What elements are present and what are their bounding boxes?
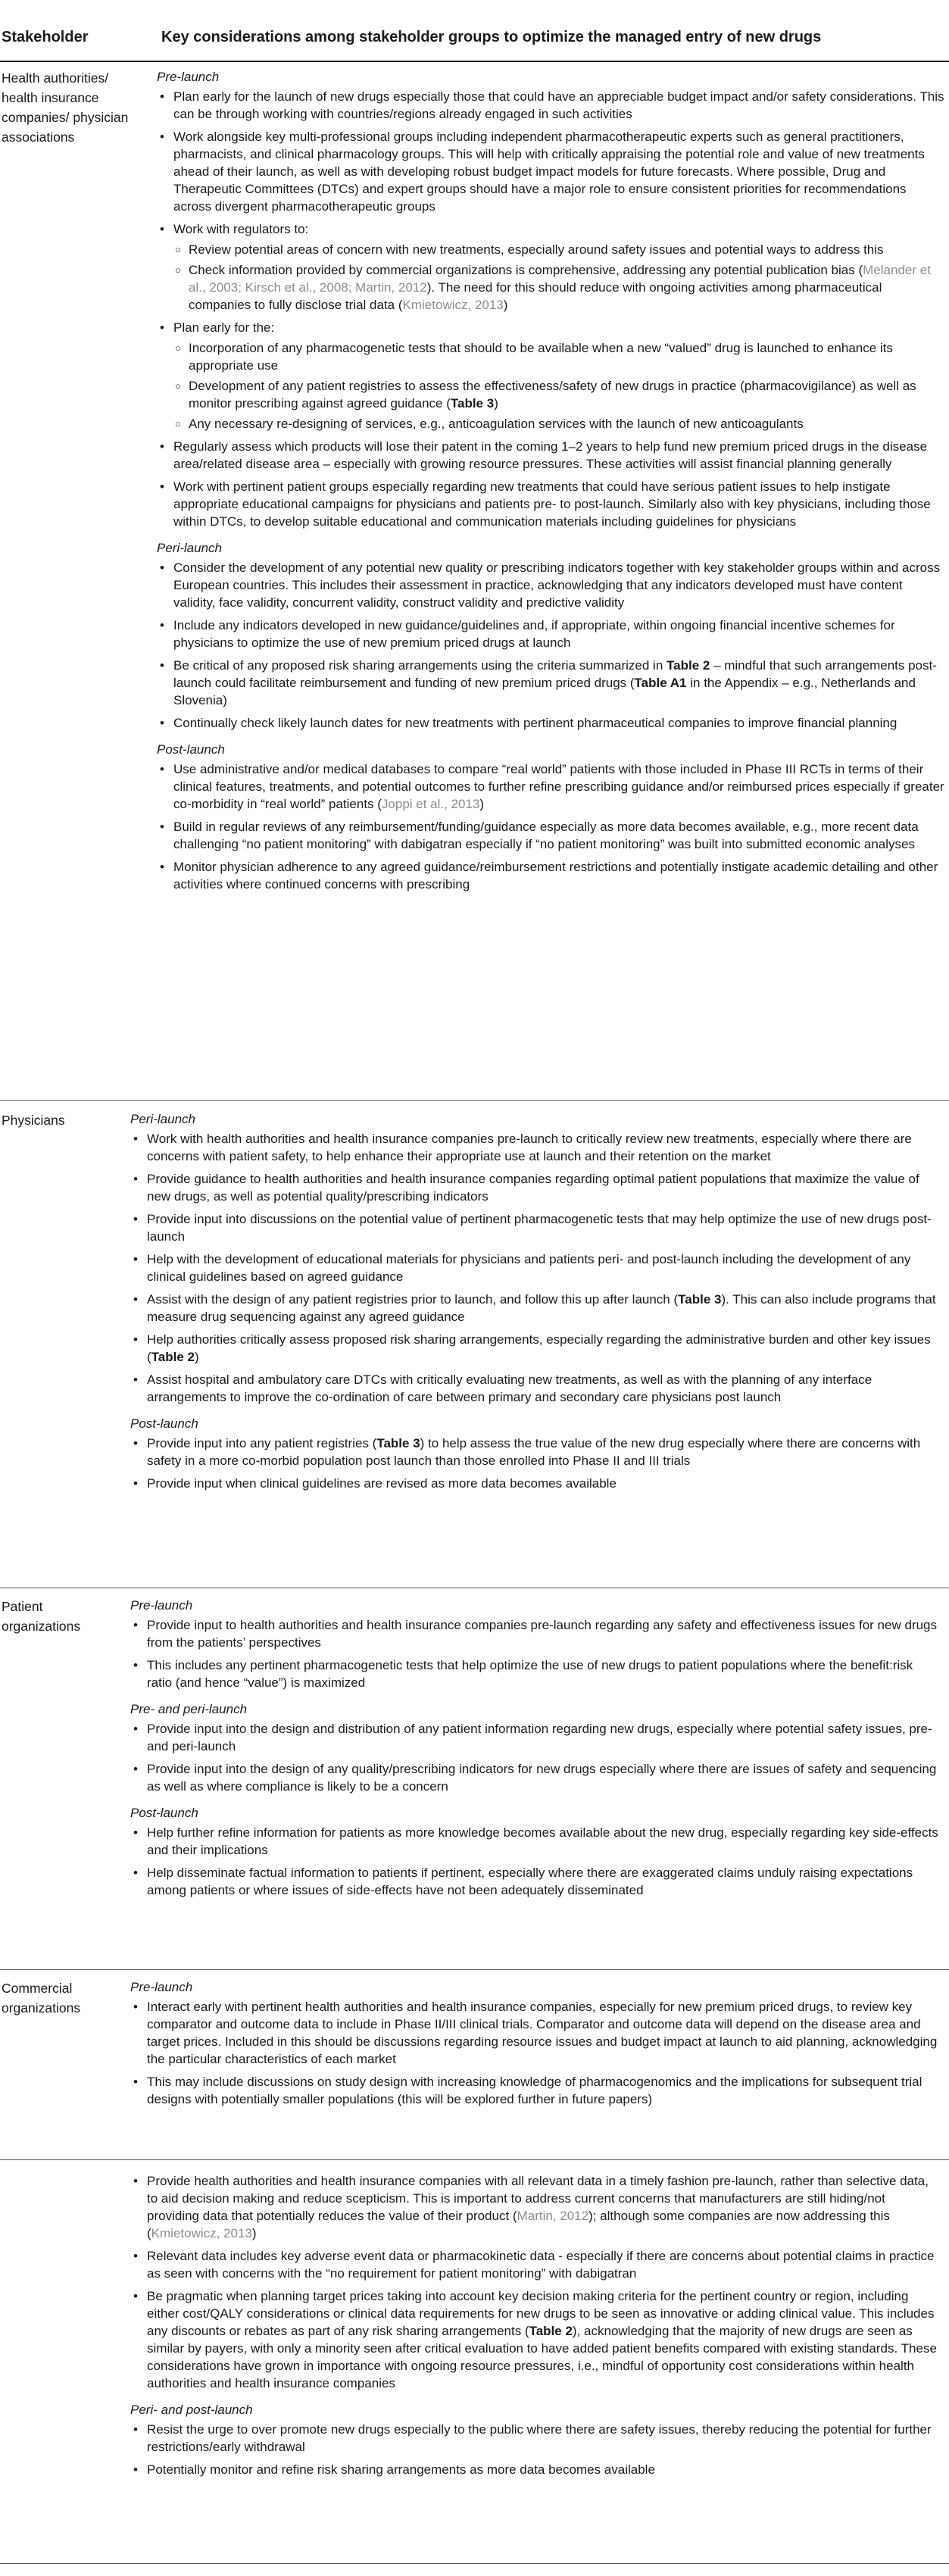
table-reference: Table 3 [678, 1292, 722, 1307]
list-item: • Be critical of any proposed risk sharing arrangements using the criteria summarized in Table 2 – mindful that such arrangements post-launch could facilitate reimbursement and funding of new premium priced drugs (Table A1 in the Appendix – e.g., Netherlands and Slovenia) [157, 657, 944, 709]
phase-heading: Pre-launch [130, 1980, 193, 1994]
table-reference: Table 2 [151, 1350, 195, 1364]
list-item: • Assist hospital and ambulatory care DTCs with critically evaluating new treatments, as well as with the planning of any interface arrangements to improve the co-ordination of care between primary and secondary care physicians post launch [130, 1371, 941, 1406]
phase-heading: Peri-launch [157, 541, 222, 555]
phase-heading: Peri- and post-launch [130, 2403, 253, 2417]
list-item: • Include any indicators developed in new guidance/guidelines and, if appropriate, within ongoing financial incentive schemes for physicians to optimize the use of new premium priced drugs at launch [157, 617, 944, 651]
table-reference: Table 3 [450, 396, 495, 411]
considerations-cell [130, 1597, 941, 1908]
list-item: • Provide input when clinical guidelines are revised as more data becomes available [130, 1475, 941, 1492]
table-reference: Table 2 [529, 2324, 573, 2338]
citation: Kmietowicz, 2013 [151, 2226, 252, 2240]
stakeholder-name: Commercial organizations [2, 1981, 81, 2016]
phase-heading: Post-launch [130, 1416, 198, 1431]
phase-heading: Pre-launch [130, 1598, 193, 1613]
phase-block [157, 539, 944, 732]
list-item: • Help authorities critically assess proposed risk sharing arrangements, especially regarding the administrative burden and other key issues (Table 2) [130, 1331, 941, 1366]
sub-list-item: ○ Check information provided by commercial organizations is comprehensive, addressing any potential publication bias (Melander et al., 2003; Kirsch et al., 2008; Martin, 2012). The need for this should reduce with ongoing activities among pharmaceutical companies to fully disclose trial data (Kmietowicz, 2013) [173, 261, 944, 314]
phase-block [130, 2172, 941, 2392]
list-item: • Plan early for the: ○ Incorporation of any pharmacogenetic tests that should to be available when a new “valued” drug is launched to enhance its appropriate use ○ Development of any patient registries to assess the effectiveness/safety of new drugs in practice (pharmacovigilance) as well as monitor prescribing against agreed guidance (Table 3) ○ Any necessary re-designing of services, e.g., anticoagulation services with the launch of new anticoagulants [157, 319, 944, 432]
phase-block [130, 1978, 941, 2108]
phase-block [157, 68, 944, 530]
list-item: • Work alongside key multi-professional groups including independent pharmacotherapeutic experts such as general practitioners, pharmacists, and clinical pharmacology groups. This will help with critically appraising the potential role and value of new treatments ahead of their launch, as well as with developing robust budget impact models for future forecasts. Where possible, Drug and Therapeutic Committees (DTCs) and expert groups should have a major role to ensure consistent priorities for recommendations across divergent pharmacotherapeutic groups [157, 128, 944, 215]
considerations-cell [130, 2172, 941, 2487]
phase-block [157, 741, 944, 893]
row-divider [0, 1969, 949, 1970]
list-item: • This includes any pertinent pharmacogenetic tests that help optimize the use of new drugs to patient populations where the benefit:risk ratio (and hence “value”) is maximized [130, 1656, 941, 1691]
stakeholder-name: Patient organizations [2, 1599, 81, 1634]
row-divider [0, 2159, 949, 2160]
list-item: • Provide guidance to health authorities and health insurance companies regarding optimal patient populations that maximize the value of new drugs, as well as potential quality/prescribing indicators [130, 1170, 941, 1205]
phase-block [130, 1415, 941, 1492]
list-item: • Resist the urge to over promote new drugs especially to the public where there are safety issues, thereby reducing the potential for further restrictions/early withdrawal [130, 2421, 941, 2456]
stakeholder-name: Physicians [2, 1113, 65, 1128]
list-item: • Monitor physician adherence to any agreed guidance/reimbursement restrictions and potentially instigate academic detailing and other activities where continued concerns with prescribing [157, 858, 944, 893]
list-item: • Use administrative and/or medical databases to compare “real world” patients with those included in Phase III RCTs in terms of their clinical features, treatments, and potential outcomes to further refine prescribing guidance and/or reimbursed prices especially if greater co-morbidity in “real world” patients (Joppi et al., 2013) [157, 760, 944, 813]
phase-heading: Post-launch [130, 1806, 198, 1820]
list-item: • Help with the development of educational materials for physicians and patients peri- and post-launch including the development of any clinical guidelines based on agreed guidance [130, 1251, 941, 1285]
phase-heading: Peri-launch [130, 1112, 195, 1126]
list-item: • Regularly assess which products will lose their patent in the coming 1–2 years to help fund new premium priced drugs in the disease area/related disease area – especially with growing resource pressures. These activities will assist financial planning generally [157, 438, 944, 473]
considerations-cell [130, 1110, 941, 1501]
list-item: • Interact early with pertinent health authorities and health insurance companies, especially for new premium priced drugs, to review key comparator and outcome data to include in Phase II/III clinical trials. Comparator and outcome data will depend on the disease area and target prices. Included in this should be discussions regarding resource issues and budget impact at launch to aid planning, acknowledging the particular characteristics of each market [130, 1998, 941, 2068]
phase-block [130, 2401, 941, 2478]
header-stakeholder: Stakeholder [2, 29, 89, 45]
list-item: • Continually check likely launch dates for new treatments with pertinent pharmaceutical companies to improve financial planning [157, 714, 944, 732]
list-item: • Potentially monitor and refine risk sharing arrangements as more data becomes available [130, 2461, 941, 2478]
sub-list-item: ○ Incorporation of any pharmacogenetic tests that should to be available when a new “valued” drug is launched to enhance its appropriate use [173, 339, 944, 374]
list-item: • Build in regular reviews of any reimbursement/funding/guidance especially as more data becomes available, e.g., more recent data challenging “no patient monitoring” with dabigatran especially if “no patient monitoring” was built into submitted economic analyses [157, 818, 944, 853]
stakeholder-name: Health authorities/ health insurance companies/ physician associations [2, 70, 129, 145]
table-header [0, 23, 949, 62]
table-reference: Table A1 [634, 676, 687, 690]
sub-list-item: ○ Review potential areas of concern with new treatments, especially around safety issues and potential ways to address this [173, 241, 944, 258]
list-item: • Relevant data includes key adverse event data or pharmacokinetic data - especially if there are concerns about potential claims in practice as seen with concerns with the “no requirement for patient monitoring” with dabigatran [130, 2247, 941, 2282]
list-item: • Work with regulators to: ○ Review potential areas of concern with new treatments, especially around safety issues and potential ways to address this ○ Check information provided by commercial organizations is comprehensive, addressing any potential publication bias (Melander et al., 2003; Kirsch et al., 2008; Martin, 2012). The need for this should reduce with ongoing activities among pharmaceutical companies to fully disclose trial data (Kmietowicz, 2013) [157, 220, 944, 314]
list-item: • Provide input into the design of any quality/prescribing indicators for new drugs especially where there are issues of safety and sequencing as well as where compliance is likely to be a concern [130, 1760, 941, 1795]
table-reference: Table 3 [376, 1436, 420, 1450]
list-item: • Help further refine information for patients as more knowledge becomes available about the new drug, especially regarding key side-effects and their implications [130, 1824, 941, 1859]
list-item: • Plan early for the launch of new drugs especially those that could have an appreciable budget impact and/or safety considerations. This can be through working with countries/regions already engaged in such activities [157, 88, 944, 123]
list-item: • Help disseminate factual information to patients if pertinent, especially where there are exaggerated claims unduly raising expectations among patients or where issues of side-effects have not been adequately disseminated [130, 1864, 941, 1899]
table-reference: Table 2 [666, 658, 710, 673]
row-divider [0, 1100, 949, 1101]
list-item: • Assist with the design of any patient registries prior to launch, and follow this up after launch (Table 3). This can also include programs that measure drug sequencing against any agreed guidance [130, 1291, 941, 1325]
citation: Martin, 2012 [517, 2209, 589, 2223]
phase-heading: Post-launch [157, 742, 225, 757]
considerations-cell [130, 1978, 941, 2117]
sub-list-item: ○ Any necessary re-designing of services, e.g., anticoagulation services with the launch of new anticoagulants [173, 415, 944, 432]
list-item: • Provide input to health authorities and health insurance companies pre-launch regarding any safety and effectiveness issues for new drugs from the patients’ perspectives [130, 1616, 941, 1651]
phase-block [130, 1804, 941, 1899]
list-item: • Be pragmatic when planning target prices taking into account key decision making criteria for the pertinent country or region, including either cost/QALY considerations or clinical data requirements for new drugs to be seen as innovative or adding clinical value. This includes any discounts or rebates as part of any risk sharing arrangements (Table 2), acknowledging that the majority of new drugs are seen as similar by payers, with only a minority seen after critical evaluation to have added patient benefits compared with existing standards. These considerations have grown in importance with ongoing resource pressures, i.e., mindful of opportunity cost considerations within health authorities and health insurance companies [130, 2287, 941, 2392]
citation: Kmietowicz, 2013 [402, 298, 504, 312]
list-item: • Provide input into discussions on the potential value of pertinent pharmacogenetic tests that may help optimize the use of new drugs post-launch [130, 1210, 941, 1245]
citation: Joppi et al., 2013 [381, 797, 480, 811]
list-item: • Consider the development of any potential new quality or prescribing indicators together with key stakeholder groups within and across European countries. This includes their assessment in practice, acknowledging that any indicators developed must have content validity, face validity, concurrent validity, construct validity and predictive validity [157, 559, 944, 611]
list-item: • Work with pertinent patient groups especially regarding new treatments that could have serious patient issues to help instigate appropriate educational campaigns for physicians and patients pre- to post-launch. Similarly also with key physicians, including those within DTCs, to develop suitable educational and communication materials including guidelines for physicians [157, 478, 944, 530]
citation: Melander et al., 2003; Kirsch et al., 2008; Martin, 2012 [189, 263, 931, 295]
list-item: • Provide health authorities and health insurance companies with all relevant data in a timely fashion pre-launch, rather than selective data, to aid decision making and reduce scepticism. This is important to address current concerns that manufacturers are still hiding/not providing data that potentially reduces the value of their product (Martin, 2012); although some companies are now addressing this (Kmietowicz, 2013) [130, 2172, 941, 2242]
phase-block [130, 1597, 941, 1691]
considerations-cell [157, 68, 944, 902]
list-item: • This may include discussions on study design with increasing knowledge of pharmacogenomics and the implications for subsequent trial designs with potentially smaller populations (this will be explored further in future papers) [130, 2073, 941, 2108]
phase-heading: Pre- and peri-launch [130, 1702, 248, 1716]
phase-heading: Pre-launch [157, 70, 220, 84]
phase-block [130, 1700, 941, 1795]
table-bottom-rule [0, 2563, 949, 2564]
list-item: • Work with health authorities and health insurance companies pre-launch to critically review new treatments, especially where there are concerns with patient safety, to help enhance their appropriate use at launch and their retention on the market [130, 1130, 941, 1165]
list-item: • Provide input into any patient registries (Table 3) to help assess the true value of the new drug especially where there are concerns with safety in a more co-morbid population post launch than those enrolled into Phase II and III trials [130, 1435, 941, 1469]
header-considerations: Key considerations among stakeholder groups to optimize the managed entry of new drugs [161, 29, 822, 45]
phase-block [130, 1110, 941, 1406]
list-item: • Provide input into the design and distribution of any patient information regarding new drugs, especially where potential safety issues, pre- and peri-launch [130, 1720, 941, 1755]
sub-list-item: ○ Development of any patient registries to assess the effectiveness/safety of new drugs in practice (pharmacovigilance) as well as monitor prescribing against agreed guidance (Table 3) [173, 377, 944, 412]
